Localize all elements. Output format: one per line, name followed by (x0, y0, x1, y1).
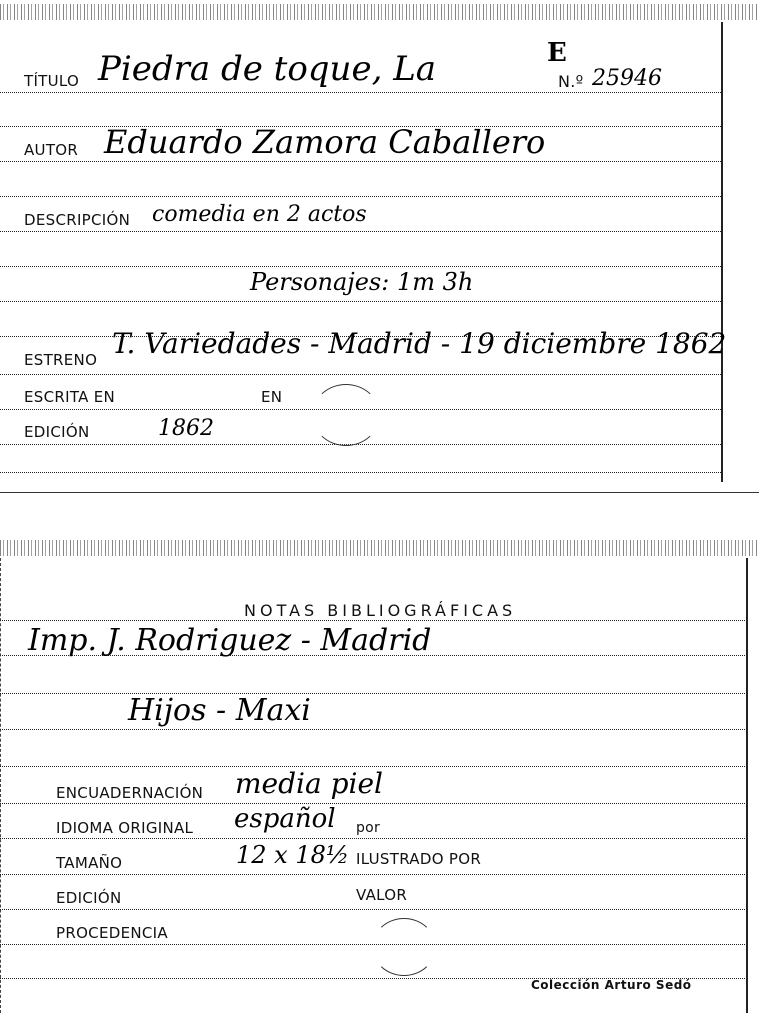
tamano-value: 12 x 18½ (236, 841, 350, 869)
ruled-line (0, 838, 745, 839)
card-divider (0, 492, 759, 493)
autor-value: Eduardo Zamora Caballero (104, 123, 546, 161)
ruled-line (0, 266, 721, 267)
edicion-label-2: EDICIÓN (56, 889, 122, 907)
tamano-label: TAMAÑO (56, 854, 123, 872)
collection-credit: Colección Arturo Sedó (531, 978, 692, 992)
catalog-card-top (0, 0, 759, 492)
note-line-2: Hijos - Maxi (128, 693, 311, 728)
library-stamp-2 (372, 918, 436, 976)
ruled-line (0, 231, 721, 232)
ruled-line (0, 92, 721, 93)
estreno-label: ESTRENO (24, 351, 98, 369)
ruled-line (0, 444, 721, 445)
ruled-line (0, 620, 745, 621)
encuadernacion-label: ENCUADERNACIÓN (56, 784, 204, 802)
descripcion-label: DESCRIPCIÓN (24, 211, 131, 229)
procedencia-label: PROCEDENCIA (56, 924, 168, 942)
ruled-line (0, 874, 745, 875)
ruled-line (0, 161, 721, 162)
personajes-value: Personajes: 1m 3h (250, 268, 474, 296)
titulo-value: Piedra de toque, La (98, 49, 437, 89)
numero-label: N.º (558, 72, 584, 91)
ruled-line (0, 803, 745, 804)
autor-label: AUTOR (24, 141, 79, 159)
en-label: EN (261, 388, 283, 406)
ruled-line (0, 909, 745, 910)
note-line-1: Imp. J. Rodriguez - Madrid (28, 623, 432, 658)
escrita-label: ESCRITA EN (24, 388, 116, 406)
ruled-line (0, 472, 721, 473)
descripcion-value: comedia en 2 actos (152, 202, 367, 227)
corner-mark: E (547, 38, 567, 68)
torn-edge (0, 4, 759, 20)
por-label: por (356, 820, 381, 836)
numero-value: 25946 (592, 66, 662, 91)
catalog-card-bottom (0, 538, 759, 1028)
valor-label: VALOR (356, 886, 408, 904)
idioma-label: IDIOMA ORIGINAL (56, 819, 194, 837)
encuadernacion-value: media piel (235, 767, 383, 800)
titulo-label: TÍTULO (24, 72, 80, 90)
ruled-line (0, 196, 721, 197)
library-stamp (312, 384, 380, 446)
edicion-value: 1862 (158, 416, 214, 441)
idioma-value: español (234, 804, 336, 834)
ilustrado-label: ILUSTRADO POR (356, 850, 482, 868)
notas-heading: NOTAS BIBLIOGRÁFICAS (244, 601, 517, 620)
edicion-label: EDICIÓN (24, 423, 90, 441)
estreno-value: T. Variedades - Madrid - 19 diciembre 1862 (112, 327, 727, 360)
ruled-line (0, 693, 745, 694)
ruled-line (0, 374, 721, 375)
ruled-line (0, 729, 745, 730)
ruled-line (0, 301, 721, 302)
torn-edge (0, 540, 759, 556)
